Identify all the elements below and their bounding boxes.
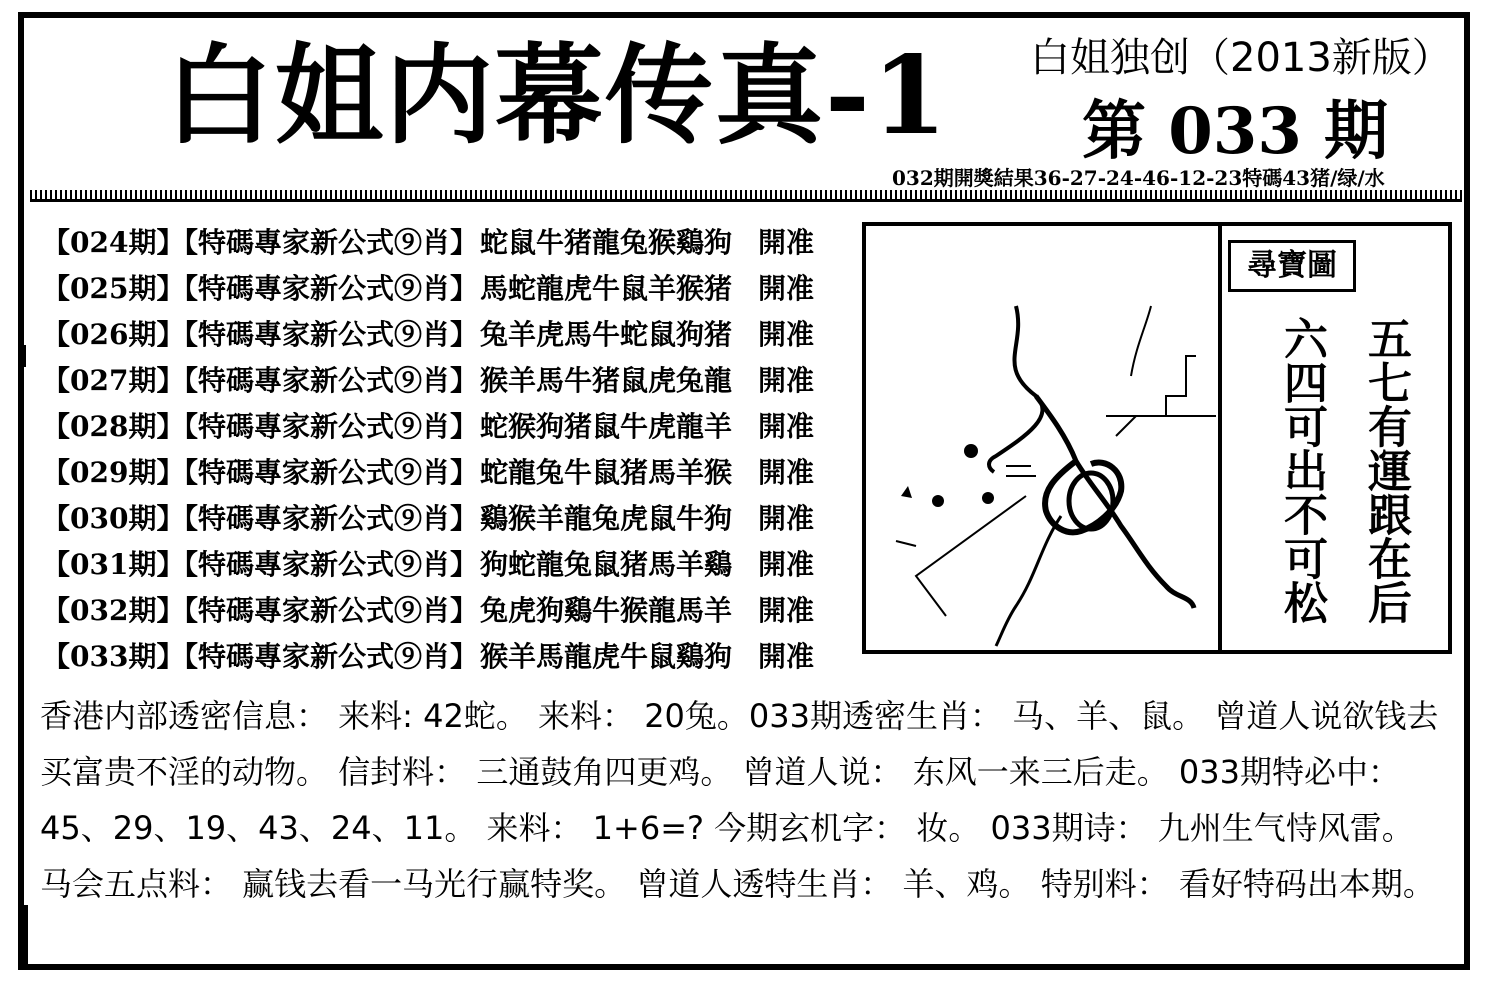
history-animals: 兔羊虎馬牛蛇鼠狗猪 [480, 318, 733, 351]
history-row [42, 588, 814, 634]
map-separator [1218, 226, 1222, 650]
treasure-map-label: 尋寶圖 [1228, 240, 1356, 292]
history-formula: 【特碼專家新公式⑨肖】 [170, 594, 479, 627]
history-animals: 猴羊馬龍虎牛鼠鷄狗 [480, 640, 733, 673]
issue-number: 第 033 期 [1082, 94, 1389, 169]
history-row [42, 496, 814, 542]
history-formula: 【特碼專家新公式⑨肖】 [170, 410, 479, 443]
history-status: 開准 [758, 364, 815, 397]
history-status: 開准 [758, 502, 815, 535]
edition-subtitle: 白姐独创（2013新版） [1030, 35, 1452, 81]
history-animals: 猴羊馬牛猪鼠虎兔龍 [480, 364, 733, 397]
history-period: 【027期】 [42, 364, 185, 397]
history-period: 【025期】 [42, 272, 185, 305]
history-status: 開准 [758, 410, 815, 443]
history-formula: 【特碼專家新公式⑨肖】 [170, 640, 479, 673]
history-row [42, 634, 814, 680]
insider-info-text: 香港内部透密信息： 来料: 42蛇。 来料： 20兔。033期透密生肖： 马、羊、鼠。 曾道人说欲钱去买富贵不淫的动物。 信封料： 三通鼓角四更鸡。 曾道人说： 东风一来三后走。 033期特必中： 45、29、19、43、24、11。 来料： 1+6=? 今期玄机字： 妆。 033期诗： 九州生气恃风雷。 马会五点料： 赢钱去看一马光行赢特奖。 曾道人透特生肖： 羊、鸡。 特别料： 看好特码出本期。 [40, 697, 1439, 903]
history-status: 開准 [758, 272, 815, 305]
previous-result: 032期開獎結果36-27-24-46-12-23特碼43猪/绿/水 [892, 166, 1385, 190]
poem-line-right: 五七有運跟在后 [1360, 316, 1411, 624]
header-divider [30, 190, 1462, 202]
history-formula: 【特碼專家新公式⑨肖】 [170, 456, 479, 489]
history-period: 【026期】 [42, 318, 185, 351]
treasure-map-box [862, 222, 1452, 654]
history-period: 【032期】 [42, 594, 185, 627]
history-period: 【030期】 [42, 502, 185, 535]
history-period: 【033期】 [42, 640, 185, 673]
history-status: 開准 [758, 318, 815, 351]
history-formula: 【特碼專家新公式⑨肖】 [170, 226, 479, 259]
history-formula: 【特碼專家新公式⑨肖】 [170, 364, 479, 397]
history-row [42, 542, 814, 588]
edge-mark [20, 345, 26, 367]
history-row [42, 404, 814, 450]
history-formula: 【特碼專家新公式⑨肖】 [170, 318, 479, 351]
history-animals: 蛇鼠牛猪龍兔猴鷄狗 [480, 226, 733, 259]
history-formula: 【特碼專家新公式⑨肖】 [170, 272, 479, 305]
poem-line-left: 六四可出不可松 [1276, 316, 1327, 624]
history-status: 開准 [758, 226, 815, 259]
history-animals: 鷄猴羊龍兔虎鼠牛狗 [480, 502, 733, 535]
history-status: 開准 [758, 594, 815, 627]
history-list [42, 220, 814, 680]
history-formula: 【特碼專家新公式⑨肖】 [170, 548, 479, 581]
history-animals: 蛇猴狗猪鼠牛虎龍羊 [480, 410, 733, 443]
history-animals: 兔虎狗鷄牛猴龍馬羊 [480, 594, 733, 627]
history-period: 【031期】 [42, 548, 185, 581]
history-status: 開准 [758, 548, 815, 581]
history-row [42, 312, 814, 358]
history-row [42, 220, 814, 266]
history-animals: 狗蛇龍兔鼠猪馬羊鷄 [480, 548, 733, 581]
history-formula: 【特碼專家新公式⑨肖】 [170, 502, 479, 535]
history-row [42, 450, 814, 496]
history-row [42, 358, 814, 404]
history-period: 【024期】 [42, 226, 185, 259]
history-period: 【029期】 [42, 456, 185, 489]
history-animals: 馬蛇龍虎牛鼠羊猴猪 [480, 272, 733, 305]
history-animals: 蛇龍兔牛鼠猪馬羊猴 [480, 456, 733, 489]
edge-mark [18, 905, 28, 970]
history-status: 開准 [758, 640, 815, 673]
treasure-map-drawing [876, 286, 1216, 656]
history-status: 開准 [758, 456, 815, 489]
history-period: 【028期】 [42, 410, 185, 443]
history-row [42, 266, 814, 312]
page-title: 白姐内幕传真-1 [165, 33, 949, 159]
